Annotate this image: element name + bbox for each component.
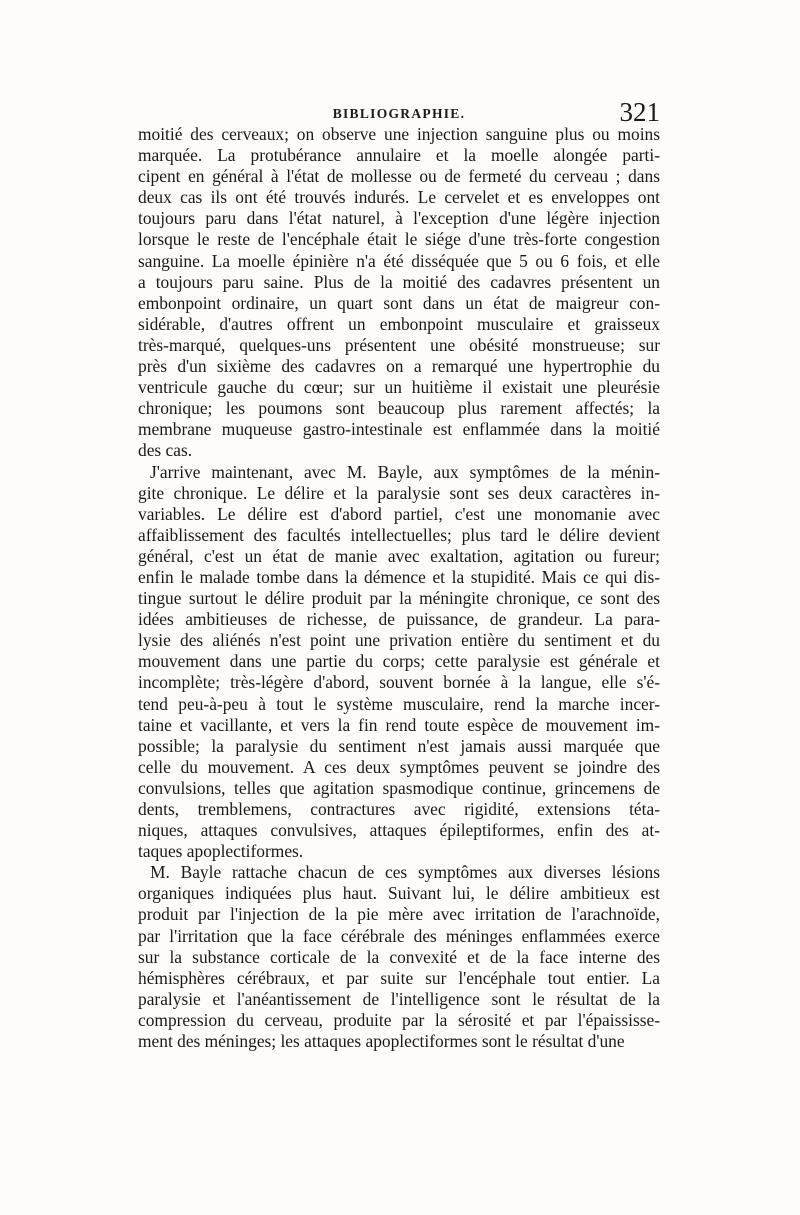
- text-line: variables. Le délire est d'abord partiel, c'est une monomanie avec: [138, 503, 660, 524]
- body-text: [138, 124, 660, 1052]
- text-line: organiques indiquées plus haut. Suivant lui, le délire ambitieux est: [138, 883, 660, 904]
- page-number: 321: [619, 97, 660, 127]
- text-line: tend peu-à-peu à tout le système musculaire, rend la marche incer-: [138, 693, 660, 714]
- text-line: M. Bayle rattache chacun de ces symptômes aux diverses lésions: [150, 862, 660, 883]
- text-line: des cas.: [138, 440, 193, 461]
- text-line: J'arrive maintenant, avec M. Bayle, aux symptômes de la ménin-: [150, 461, 660, 482]
- text-line: compression du cerveau, produite par la sérosité et par l'épaississe-: [138, 1009, 660, 1030]
- paragraph: [138, 462, 660, 863]
- text-line: deux cas ils ont été trouvés indurés. Le cervelet et es enveloppes ont: [138, 187, 660, 208]
- text-line: a toujours paru saine. Plus de la moitié des cadavres présentent un: [138, 271, 660, 292]
- text-line: sidérable, d'autres offrent un embonpoint musculaire et graisseux: [138, 313, 660, 334]
- text-line: taques apoplectiformes.: [138, 841, 304, 862]
- text-line: embonpoint ordinaire, un quart sont dans un état de maigreur con-: [138, 292, 660, 313]
- text-line: mouvement dans une partie du corps; cette paralysie est générale et: [138, 651, 660, 672]
- text-line: gite chronique. Le délire et la paralysie sont ses deux caractères in-: [138, 482, 660, 503]
- text-line: ment des méninges; les attaques apoplectiformes sont le résultat d'une: [138, 1031, 625, 1052]
- text-line: cipent en général à l'état de mollesse ou de fermeté du cerveau ; dans: [138, 166, 660, 187]
- text-line: enfin le malade tombe dans la démence et la stupidité. Mais ce qui dis-: [138, 566, 660, 587]
- text-line: chronique; les poumons sont beaucoup plus rarement affectés; la: [138, 398, 660, 419]
- text-line: ventricule gauche du cœur; sur un huitième il existait une pleurésie: [138, 377, 660, 398]
- text-line: par l'irritation que la face cérébrale des méninges enflammées exerce: [138, 925, 660, 946]
- text-line: général, c'est un état de manie avec exaltation, agitation ou fureur;: [138, 545, 660, 566]
- text-line: celle du mouvement. A ces deux symptômes peuvent se joindre des: [138, 756, 660, 777]
- paragraph: [138, 862, 660, 1052]
- text-line: produit par l'injection de la pie mère avec irritation de l'arachnoïde,: [138, 904, 660, 925]
- text-line: idées ambitieuses de richesse, de puissance, de grandeur. La para-: [138, 609, 660, 630]
- text-line: lysie des aliénés n'est point une privation entière du sentiment et du: [138, 630, 660, 651]
- text-line: près d'un sixième des cadavres on a remarqué une hypertrophie du: [138, 356, 660, 377]
- running-head-title: BIBLIOGRAPHIE.: [332, 106, 466, 121]
- text-line: affaiblissement des facultés intellectuelles; plus tard le délire devient: [138, 524, 660, 545]
- text-line: paralysie et l'anéantissement de l'intelligence sont le résultat de la: [138, 988, 660, 1009]
- text-line: incomplète; très-légère d'abord, souvent bornée à la langue, elle s'é-: [138, 672, 660, 693]
- paragraph: [138, 124, 660, 462]
- text-line: toujours paru dans l'état naturel, à l'exception d'une légère injection: [138, 208, 660, 229]
- text-line: dents, tremblemens, contractures avec rigidité, extensions téta-: [138, 799, 660, 819]
- text-line: sur la substance corticale de la convexité et de la face interne des: [138, 946, 660, 967]
- text-line: niques, attaques convulsives, attaques épileptiformes, enfin des at-: [138, 820, 660, 841]
- text-line: moitié des cerveaux; on observe une injection sanguine plus ou moins: [138, 124, 660, 144]
- text-line: marquée. La protubérance annulaire et la moelle alongée parti-: [138, 145, 660, 166]
- text-line: convulsions, telles que agitation spasmodique continue, grincemens de: [138, 777, 660, 798]
- text-line: très-marqué, quelques-uns présentent une obésité monstrueuse; sur: [138, 334, 660, 355]
- text-line: possible; la paralysie du sentiment n'est jamais aussi marquée que: [138, 735, 660, 756]
- text-line: taine et vacillante, et vers la fin rend toute espèce de mouvement im-: [138, 714, 660, 735]
- text-line: membrane muqueuse gastro-intestinale est enflammée dans la moitié: [138, 419, 660, 440]
- text-line: sanguine. La moelle épinière n'a été disséquée que 5 ou 6 fois, et elle: [138, 250, 660, 271]
- text-line: hémisphères cérébraux, et par suite sur l'encéphale tout entier. La: [138, 967, 660, 988]
- text-line: lorsque le reste de l'encéphale était le siége d'une très-forte congestion: [138, 229, 660, 250]
- text-line: tingue surtout le délire produit par la méningite chronique, ce sont des: [138, 588, 660, 609]
